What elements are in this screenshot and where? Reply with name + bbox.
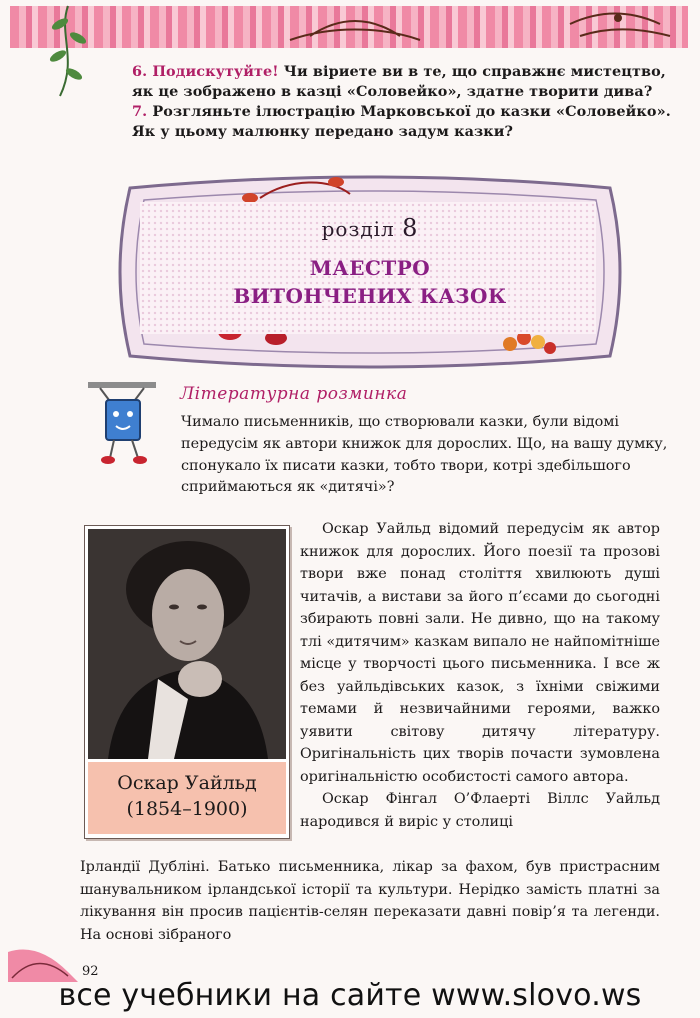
- warmup-title: Літературна розминка: [180, 384, 408, 404]
- footer-watermark-text: все учебники на сайте www.slovo.ws: [58, 978, 642, 1013]
- chapter-title-line1: МАЕСТРО: [309, 256, 431, 280]
- top-decorative-band: [10, 6, 688, 48]
- chapter-banner: [100, 172, 640, 372]
- corner-ornament-icon: [8, 942, 78, 982]
- question-lead: Подискутуйте!: [152, 63, 279, 80]
- body-paragraph-1: Оскар Уайльд відомий передусім як автор книжок для дорослих. Його поезії та прозові твори вже понад століття хвилюють душі читачів, а вистави за його п’єсами до сьогодні збирають повні зали. Не дивно, що на такому тлі «дитячим» казкам випало не найпомітніше місце у творчості цього письменника. І все ж без уайльдівських казок, з їхніми свіжими темами й незвичайними героями, важко уявити світову дитячу літературу. Оригінальність цих творів почасти зумовлена оригінальністю особистості самого автора.: [300, 521, 660, 785]
- question-6: [132, 62, 672, 102]
- question-text: Чи віриете ви в те, що справжнє мистецтво, як це зображено в казці «Соловейко», здатне творити дива?: [132, 63, 666, 100]
- body-paragraph-2-rest: Ірландії Дубліні. Батько письменника, лікар за фахом, був пристрасним шанувальником ірландської історії та культури. Нерідко замість платні за лікування він просив пацієнтів-селян переказати давні повір’я та легенди. На основі зібраного: [80, 859, 660, 943]
- body-paragraph-2-start: Оскар Фінгал О’Флаерті Віллс Уайльд народився й виріс у столиці: [300, 791, 660, 830]
- question-text: Розгляньте ілюстрацію Марковської до казки «Соловейко». Як у цьому малюнку передано задум казки?: [132, 103, 671, 140]
- question-number: 7.: [132, 103, 148, 120]
- question-7: [132, 102, 672, 142]
- author-name: Оскар Уайльд: [117, 772, 257, 794]
- author-years: (1854–1900): [126, 798, 248, 820]
- chapter-title: [100, 254, 640, 310]
- vine-leaves-icon: [38, 4, 98, 100]
- book-character-icon: [86, 380, 158, 466]
- author-portrait: [84, 525, 290, 839]
- chapter-word: розділ: [321, 217, 395, 241]
- page-number: 92: [82, 964, 99, 979]
- chapter-number: 8: [402, 214, 419, 242]
- person-silhouette-icon: [88, 529, 286, 759]
- floral-ornament-icon: [10, 6, 688, 48]
- warmup-text: Чимало письменників, що створювали казки, були відомі передусім як автори книжок для дорослих. Що, на вашу думку, спонукало їх писати казки, тобто твори, котрі здебільшого сприймаються як «дитячі»?: [181, 414, 668, 496]
- portrait-photo: [88, 529, 286, 759]
- chapter-title-line2: ВИТОНЧЕНИХ КАЗОК: [233, 284, 507, 308]
- body-column: [300, 518, 660, 833]
- portrait-caption: [88, 762, 286, 834]
- chapter-label: [100, 214, 640, 242]
- question-number: 6.: [132, 63, 148, 80]
